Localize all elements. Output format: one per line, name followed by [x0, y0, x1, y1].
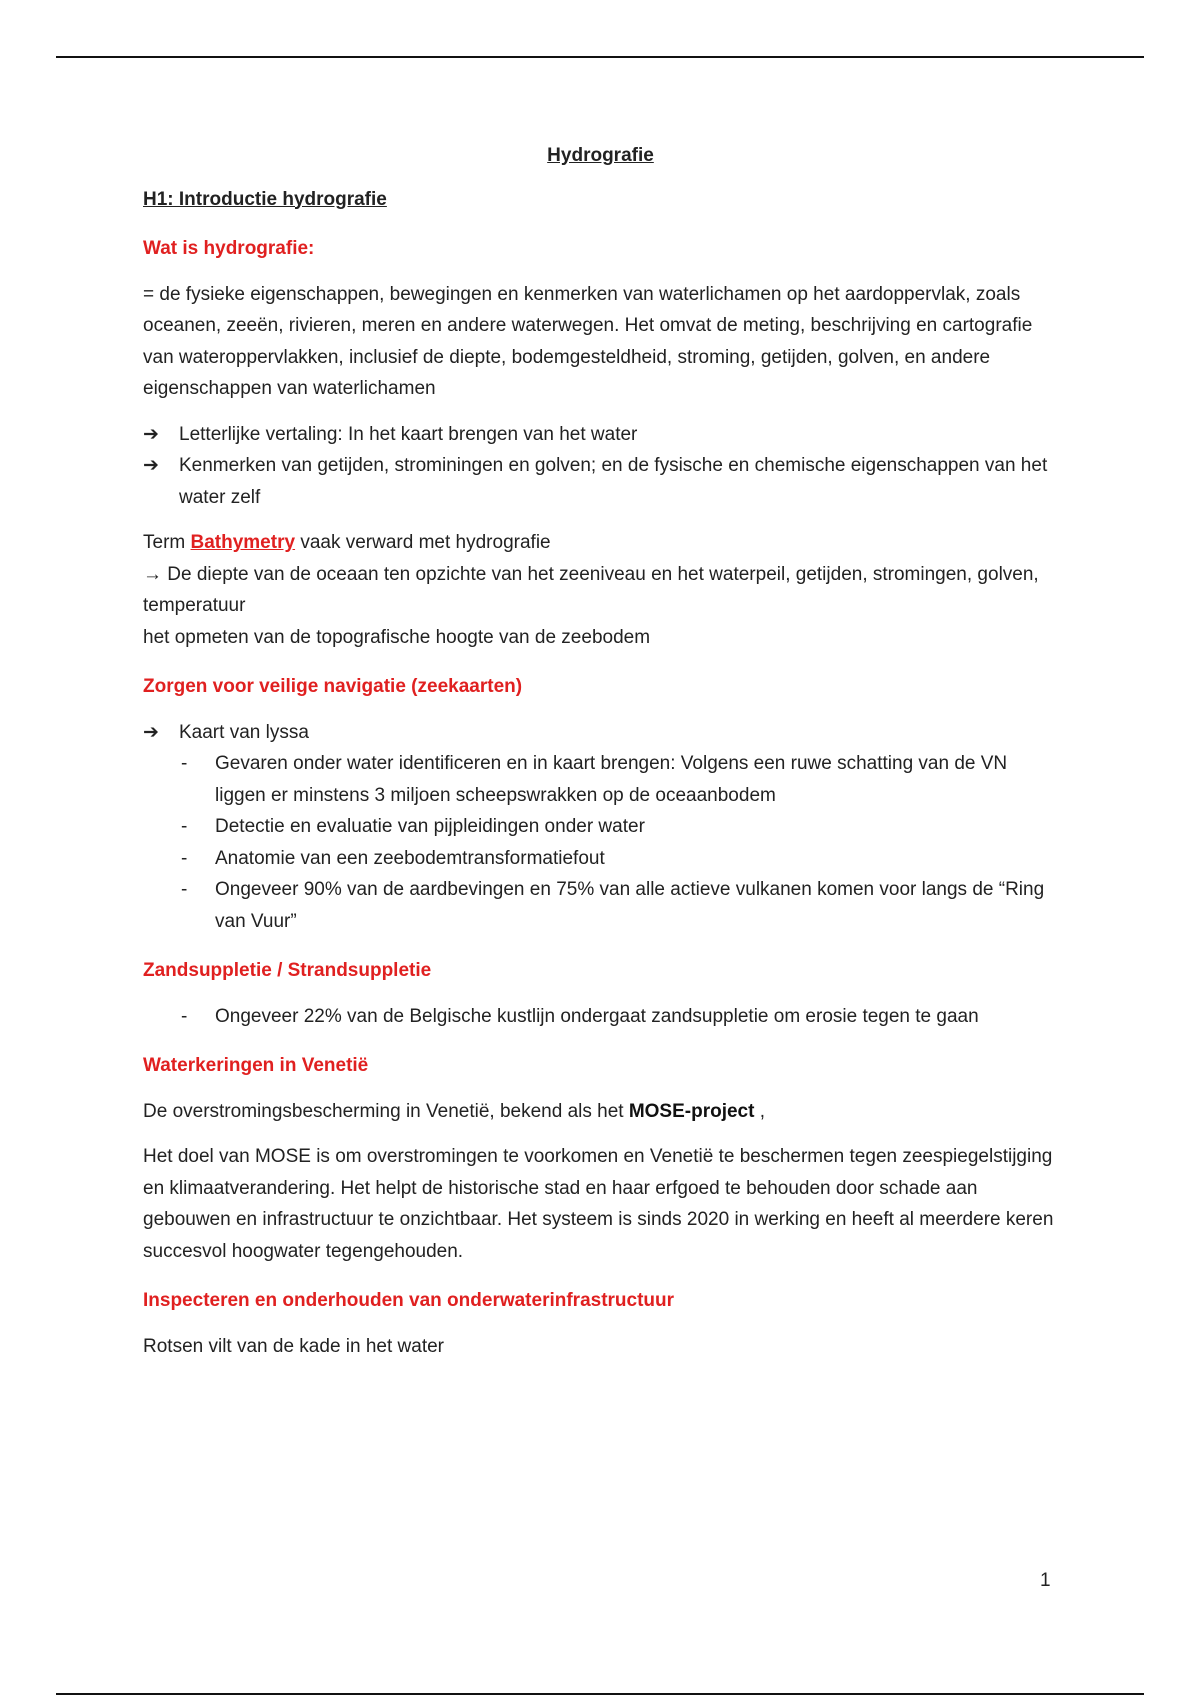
page-number: 1 [1040, 1570, 1051, 1591]
list-item: ➔ Kenmerken van getijden, strominingen en golven; en de fysische en chemische eigenschappen van het water zelf [143, 450, 1058, 513]
mose-line: De overstromingsbescherming in Venetië, bekend als het MOSE-project , [143, 1100, 766, 1122]
section-heading-inspect: Inspecteren en onderhouden van onderwaterinfrastructuur [143, 1290, 675, 1311]
bathymetry-line: Term Bathymetry vaak verward met hydrografie [143, 532, 551, 553]
document-body [143, 140, 1058, 1362]
what-bullet-list [143, 419, 1058, 514]
inspect-text: Rotsen vilt van de kade in het water [143, 1335, 445, 1357]
footer-rule [56, 1693, 1144, 1695]
section-heading-what: Wat is hydrografie: [143, 238, 315, 259]
navigation-sub-list [143, 748, 1058, 937]
list-item: - Detectie en evaluatie van pijpleidingen onder water [181, 816, 645, 837]
navigation-bullet-list [143, 717, 1058, 749]
arrow-icon: ➔ [143, 423, 159, 445]
list-item: - Ongeveer 22% van de Belgische kustlijn ondergaat zandsuppletie om erosie tegen te gaan [181, 1005, 979, 1027]
mose-paragraph: Het doel van MOSE is om overstromingen te voorkomen en Venetië te beschermen tegen zeespiegelstijging en klimaatverandering. Het helpt de historische stad en haar erfgoed te behouden door schade aan gebouwen en infrastructuur te onzichtbaar. Het systeem is sinds 2020 in werking en heeft al meerdere keren succesvol hoogwater tegengehouden. [143, 1146, 1054, 1262]
sand-list [143, 1001, 1058, 1033]
bathymetry-note: het opmeten van de topografische hoogte van de zeebodem [143, 626, 651, 648]
chapter-heading: H1: Introductie hydrografie [143, 188, 387, 210]
header-rule [56, 56, 1144, 58]
list-item: - Anatomie van een zeebodemtransformatiefout [181, 847, 605, 869]
document-title: Hydrografie [547, 145, 654, 166]
definition-paragraph: = de fysieke eigenschappen, bewegingen en kenmerken van waterlichamen op het aardoppervlak, zoals oceanen, zeeën, rivieren, meren en andere waterwegen. Het omvat de meting, beschrijving en cartografie van wateroppervlakken, inclusief de diepte, bodemgesteldheid, stroming, getijden, golven, en andere eigenschappen van waterlichamen [143, 283, 1033, 399]
section-heading-venice: Waterkeringen in Venetië [143, 1055, 369, 1076]
section-heading-sand: Zandsuppletie / Strandsuppletie [143, 960, 432, 981]
bathymetry-term: Bathymetry [190, 532, 296, 553]
list-item: - Gevaren onder water identificeren en in kaart brengen: Volgens een ruwe schatting van de VN liggen er minstens 3 miljoen scheepswrakken op de oceaanbodem [181, 753, 1008, 806]
list-item: ➔ Kaart van lyssa [143, 717, 1058, 749]
section-heading-navigation: Zorgen voor veilige navigatie (zeekaarten) [143, 676, 523, 697]
mose-project-term: MOSE-project [628, 1100, 755, 1122]
bathymetry-definition: → De diepte van de oceaan ten opzichte van het zeeniveau en het waterpeil, getijden, stromingen, golven, temperatuur [143, 563, 1039, 616]
arrow-icon: ➔ [143, 721, 159, 743]
arrow-icon: ➔ [143, 455, 159, 476]
list-item: ➔ Letterlijke vertaling: In het kaart brengen van het water [143, 419, 1058, 451]
list-item: - Ongeveer 90% van de aardbevingen en 75% van alle actieve vulkanen komen voor langs de “Ring van Vuur” [181, 879, 1045, 932]
